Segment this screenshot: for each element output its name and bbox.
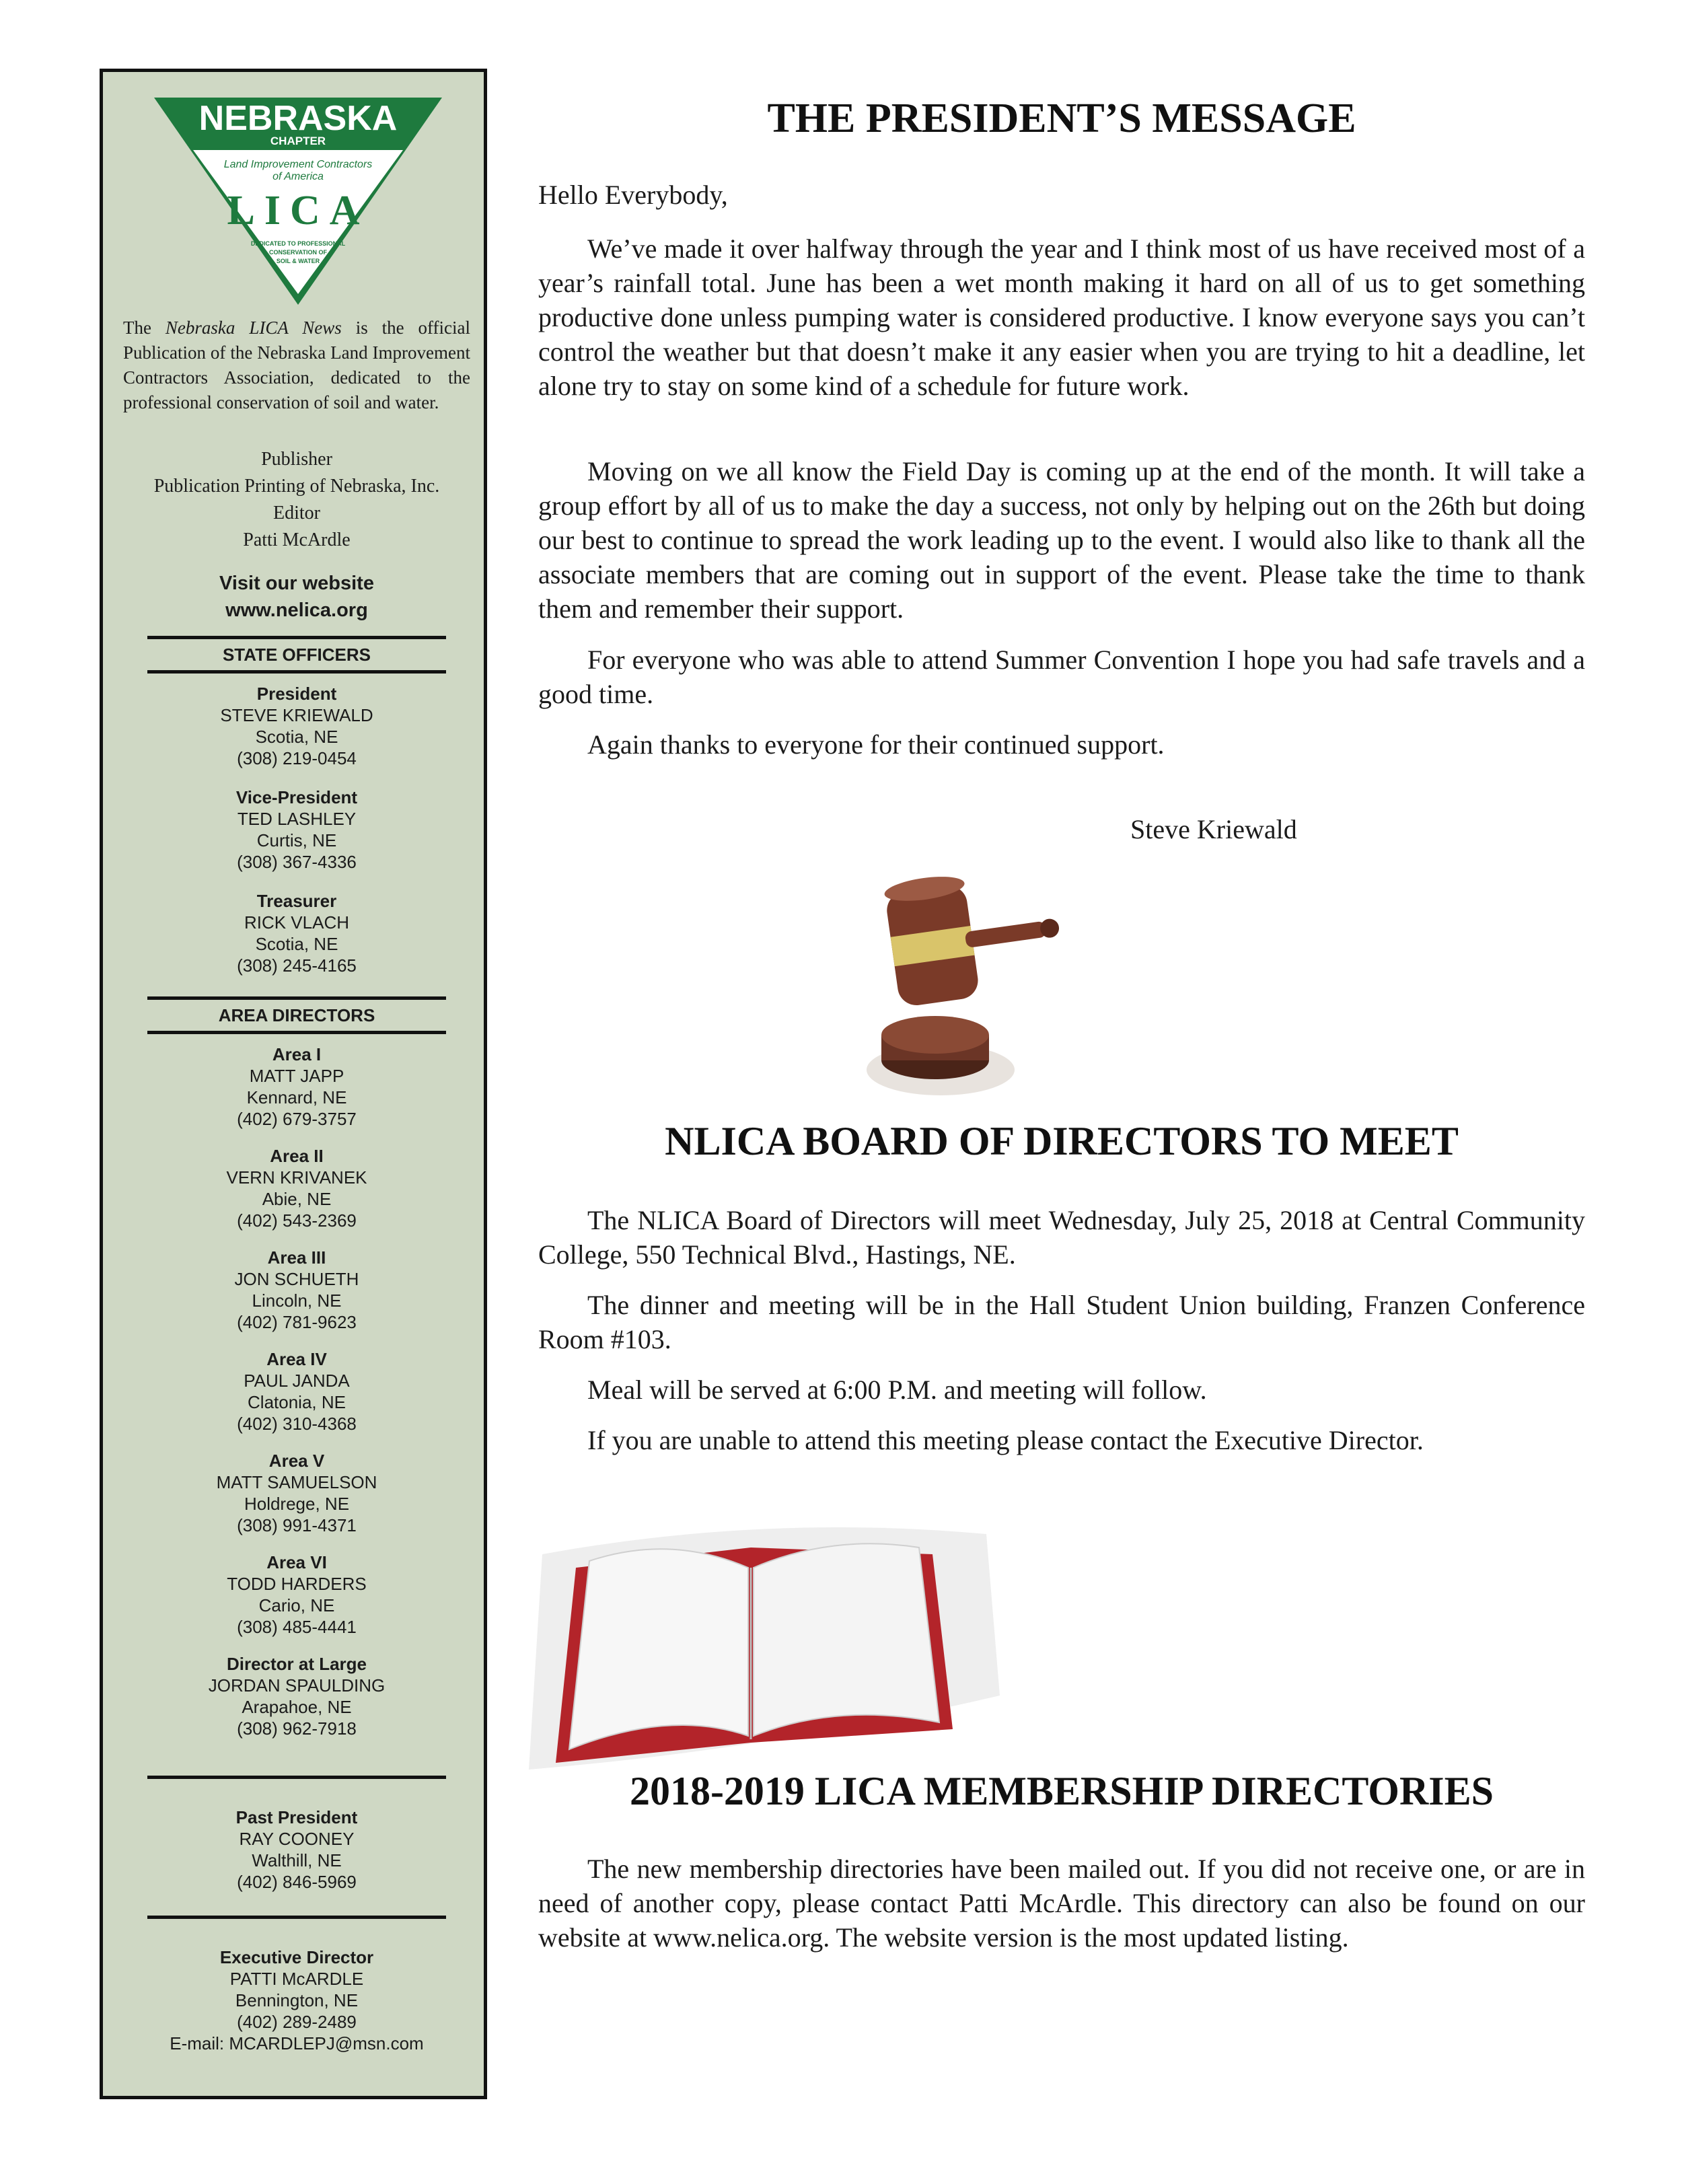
publisher-editor-block <box>123 446 470 554</box>
director-name: JORDAN SPAULDING <box>208 1675 386 1696</box>
director-name: JON SCHUETH <box>234 1269 359 1289</box>
officer-name: STEVE KRIEWALD <box>220 705 373 725</box>
officer-phone: (308) 367-4336 <box>237 852 357 872</box>
website-block <box>123 570 470 624</box>
executive-director-email[interactable]: E-mail: MCARDLEPJ@msn.com <box>170 2033 424 2053</box>
director-city: Clatonia, NE <box>248 1392 346 1412</box>
director-name: MATT SAMUELSON <box>216 1472 377 1492</box>
about-suffix: is the official Publication of the Nebraska Land Improvement Contractors Association, dedicated to the professional conservation of soil and water. <box>123 318 471 412</box>
director-area-3 <box>123 1247 470 1333</box>
director-phone: (402) 679-3757 <box>237 1109 357 1129</box>
directories-paragraph: The new membership directories have been mailed out. If you did not receive one, or are in need of another copy, please contact Patti McArdle. This directory can also be found on our website at www.nelica.org. The website version is the most updated listing. <box>538 1854 1585 1953</box>
website-link[interactable]: www.nelica.org <box>225 599 368 621</box>
executive-director-role: Executive Director <box>219 1947 374 1967</box>
director-city: Kennard, NE <box>246 1087 347 1107</box>
board-meeting-title: NLICA BOARD OF DIRECTORS TO MEET <box>665 1119 1459 1163</box>
past-president-name: RAY COONEY <box>239 1829 355 1849</box>
logo-org-line1: Land Improvement Contractors <box>223 159 373 170</box>
director-area-4 <box>123 1348 470 1434</box>
officer-president <box>123 683 470 769</box>
past-president-role: Past President <box>235 1807 358 1827</box>
logo-org-line2: of America <box>272 171 324 182</box>
director-role: Area VI <box>266 1552 327 1572</box>
logo-tagline-2: CONSERVATION OF <box>268 249 328 256</box>
director-phone: (308) 962-7918 <box>237 1718 357 1739</box>
director-role: Director at Large <box>226 1654 367 1674</box>
state-officers-heading: STATE OFFICERS <box>147 636 446 674</box>
officer-name: RICK VLACH <box>244 912 350 933</box>
past-president <box>123 1807 470 1893</box>
visit-label: Visit our website <box>219 573 374 594</box>
sidebar <box>100 69 487 2099</box>
director-city: Holdrege, NE <box>244 1494 350 1514</box>
divider <box>147 1776 446 1779</box>
message-paragraph: Again thanks to everyone for their continued support. <box>587 729 1165 760</box>
gavel-image <box>867 861 1089 1103</box>
director-phone: (308) 485-4441 <box>237 1617 357 1637</box>
officer-city: Scotia, NE <box>255 934 338 954</box>
editor-label: Editor <box>273 503 320 523</box>
director-phone: (402) 781-9623 <box>237 1312 357 1332</box>
nebraska-lica-logo <box>151 92 445 307</box>
director-role: Area I <box>272 1044 322 1064</box>
logo-chapter: CHAPTER <box>270 135 326 147</box>
director-area-2 <box>123 1145 470 1231</box>
board-paragraph: The dinner and meeting will be in the Hall Student Union building, Franzen Conference Room #103. <box>538 1290 1585 1354</box>
executive-director <box>123 1946 470 2054</box>
about-prefix: The <box>123 318 166 338</box>
officer-name: TED LASHLEY <box>237 809 357 829</box>
director-phone: (402) 543-2369 <box>237 1210 357 1231</box>
publisher-name: Publication Printing of Nebraska, Inc. <box>153 476 440 497</box>
logo-tagline-1: DEDICATED TO PROFESSIONAL <box>250 240 346 247</box>
signature: Steve Kriewald <box>1130 814 1297 844</box>
logo-acronym: LICA <box>227 188 369 233</box>
director-name: MATT JAPP <box>249 1066 344 1086</box>
director-phone: (402) 310-4368 <box>237 1414 357 1434</box>
director-role: Area V <box>268 1451 325 1471</box>
logo-tagline-3: SOIL & WATER <box>276 258 320 264</box>
director-name: VERN KRIVANEK <box>226 1167 367 1188</box>
past-president-phone: (402) 846-5969 <box>237 1872 357 1892</box>
publisher-label: Publisher <box>261 449 332 470</box>
director-role: Area IV <box>266 1349 327 1369</box>
board-paragraph: Meal will be served at 6:00 P.M. and meeting will follow. <box>587 1375 1207 1405</box>
editor-name: Patti McArdle <box>243 530 351 550</box>
director-role: Area III <box>267 1247 326 1268</box>
greeting: Hello Everybody, <box>538 180 728 210</box>
director-phone: (308) 991-4371 <box>237 1515 357 1535</box>
officer-role: Vice-President <box>235 787 358 807</box>
officer-phone: (308) 245-4165 <box>237 955 357 976</box>
officer-city: Scotia, NE <box>255 727 338 747</box>
officer-vice-president <box>123 787 470 873</box>
director-area-5 <box>123 1450 470 1536</box>
director-area-1 <box>123 1044 470 1130</box>
officer-treasurer <box>123 890 470 976</box>
message-paragraph: For everyone who was able to attend Summer Convention I hope you had safe travels and a good time. <box>538 645 1585 709</box>
board-paragraph: The NLICA Board of Directors will meet Wednesday, July 25, 2018 at Central Community College, 550 Technical Blvd., Hastings, NE. <box>538 1205 1585 1270</box>
publication-about <box>123 316 470 415</box>
past-president-city: Walthill, NE <box>252 1850 342 1870</box>
open-book-image <box>515 1507 1000 1770</box>
director-name: TODD HARDERS <box>227 1574 367 1594</box>
message-paragraph: Moving on we all know the Field Day is coming up at the end of the month. It will take a group effort by all of us to make the day a success, not only by helping out on the 26th but doing our best to continue to spread the work leading up to the event. I would also like to thank all the associate members that are coming out in support of the event. Please take the time to thank them and remember their support. <box>538 456 1585 624</box>
president-message-title: THE PRESIDENT’S MESSAGE <box>767 96 1356 141</box>
director-area-6 <box>123 1552 470 1638</box>
director-city: Lincoln, NE <box>252 1290 342 1311</box>
executive-director-phone: (402) 289-2489 <box>237 2012 357 2032</box>
officer-phone: (308) 219-0454 <box>237 748 357 768</box>
executive-director-city: Bennington, NE <box>235 1990 359 2010</box>
officer-role: Treasurer <box>256 891 337 911</box>
executive-director-name: PATTI McARDLE <box>229 1969 364 1989</box>
logo-state: NEBRASKA <box>198 99 398 138</box>
about-publication-name: Nebraska LICA News <box>165 318 342 338</box>
officer-role: President <box>256 684 337 704</box>
divider <box>147 1916 446 1919</box>
directories-title: 2018-2019 LICA MEMBERSHIP DIRECTORIES <box>629 1769 1494 1813</box>
area-directors-heading: AREA DIRECTORS <box>147 996 446 1034</box>
board-paragraph: If you are unable to attend this meeting please contact the Executive Director. <box>587 1425 1424 1455</box>
director-name: PAUL JANDA <box>244 1371 350 1391</box>
officer-city: Curtis, NE <box>256 830 337 850</box>
director-city: Abie, NE <box>262 1189 332 1209</box>
message-paragraph: We’ve made it over halfway through the year and I think most of us have received most of a year’s rainfall total. June has been a wet month making it hard on all of us to get something productive done unless pumping water is considered productive. I know everyone says you can’t control the weather but that doesn’t make it any easier when you are trying to hit a deadline, let alone try to stay on some kind of a schedule for future work. <box>538 233 1585 401</box>
director-city: Arapahoe, NE <box>242 1697 352 1717</box>
director-at-large <box>123 1653 470 1739</box>
director-role: Area II <box>270 1146 324 1166</box>
director-city: Cario, NE <box>258 1595 335 1615</box>
